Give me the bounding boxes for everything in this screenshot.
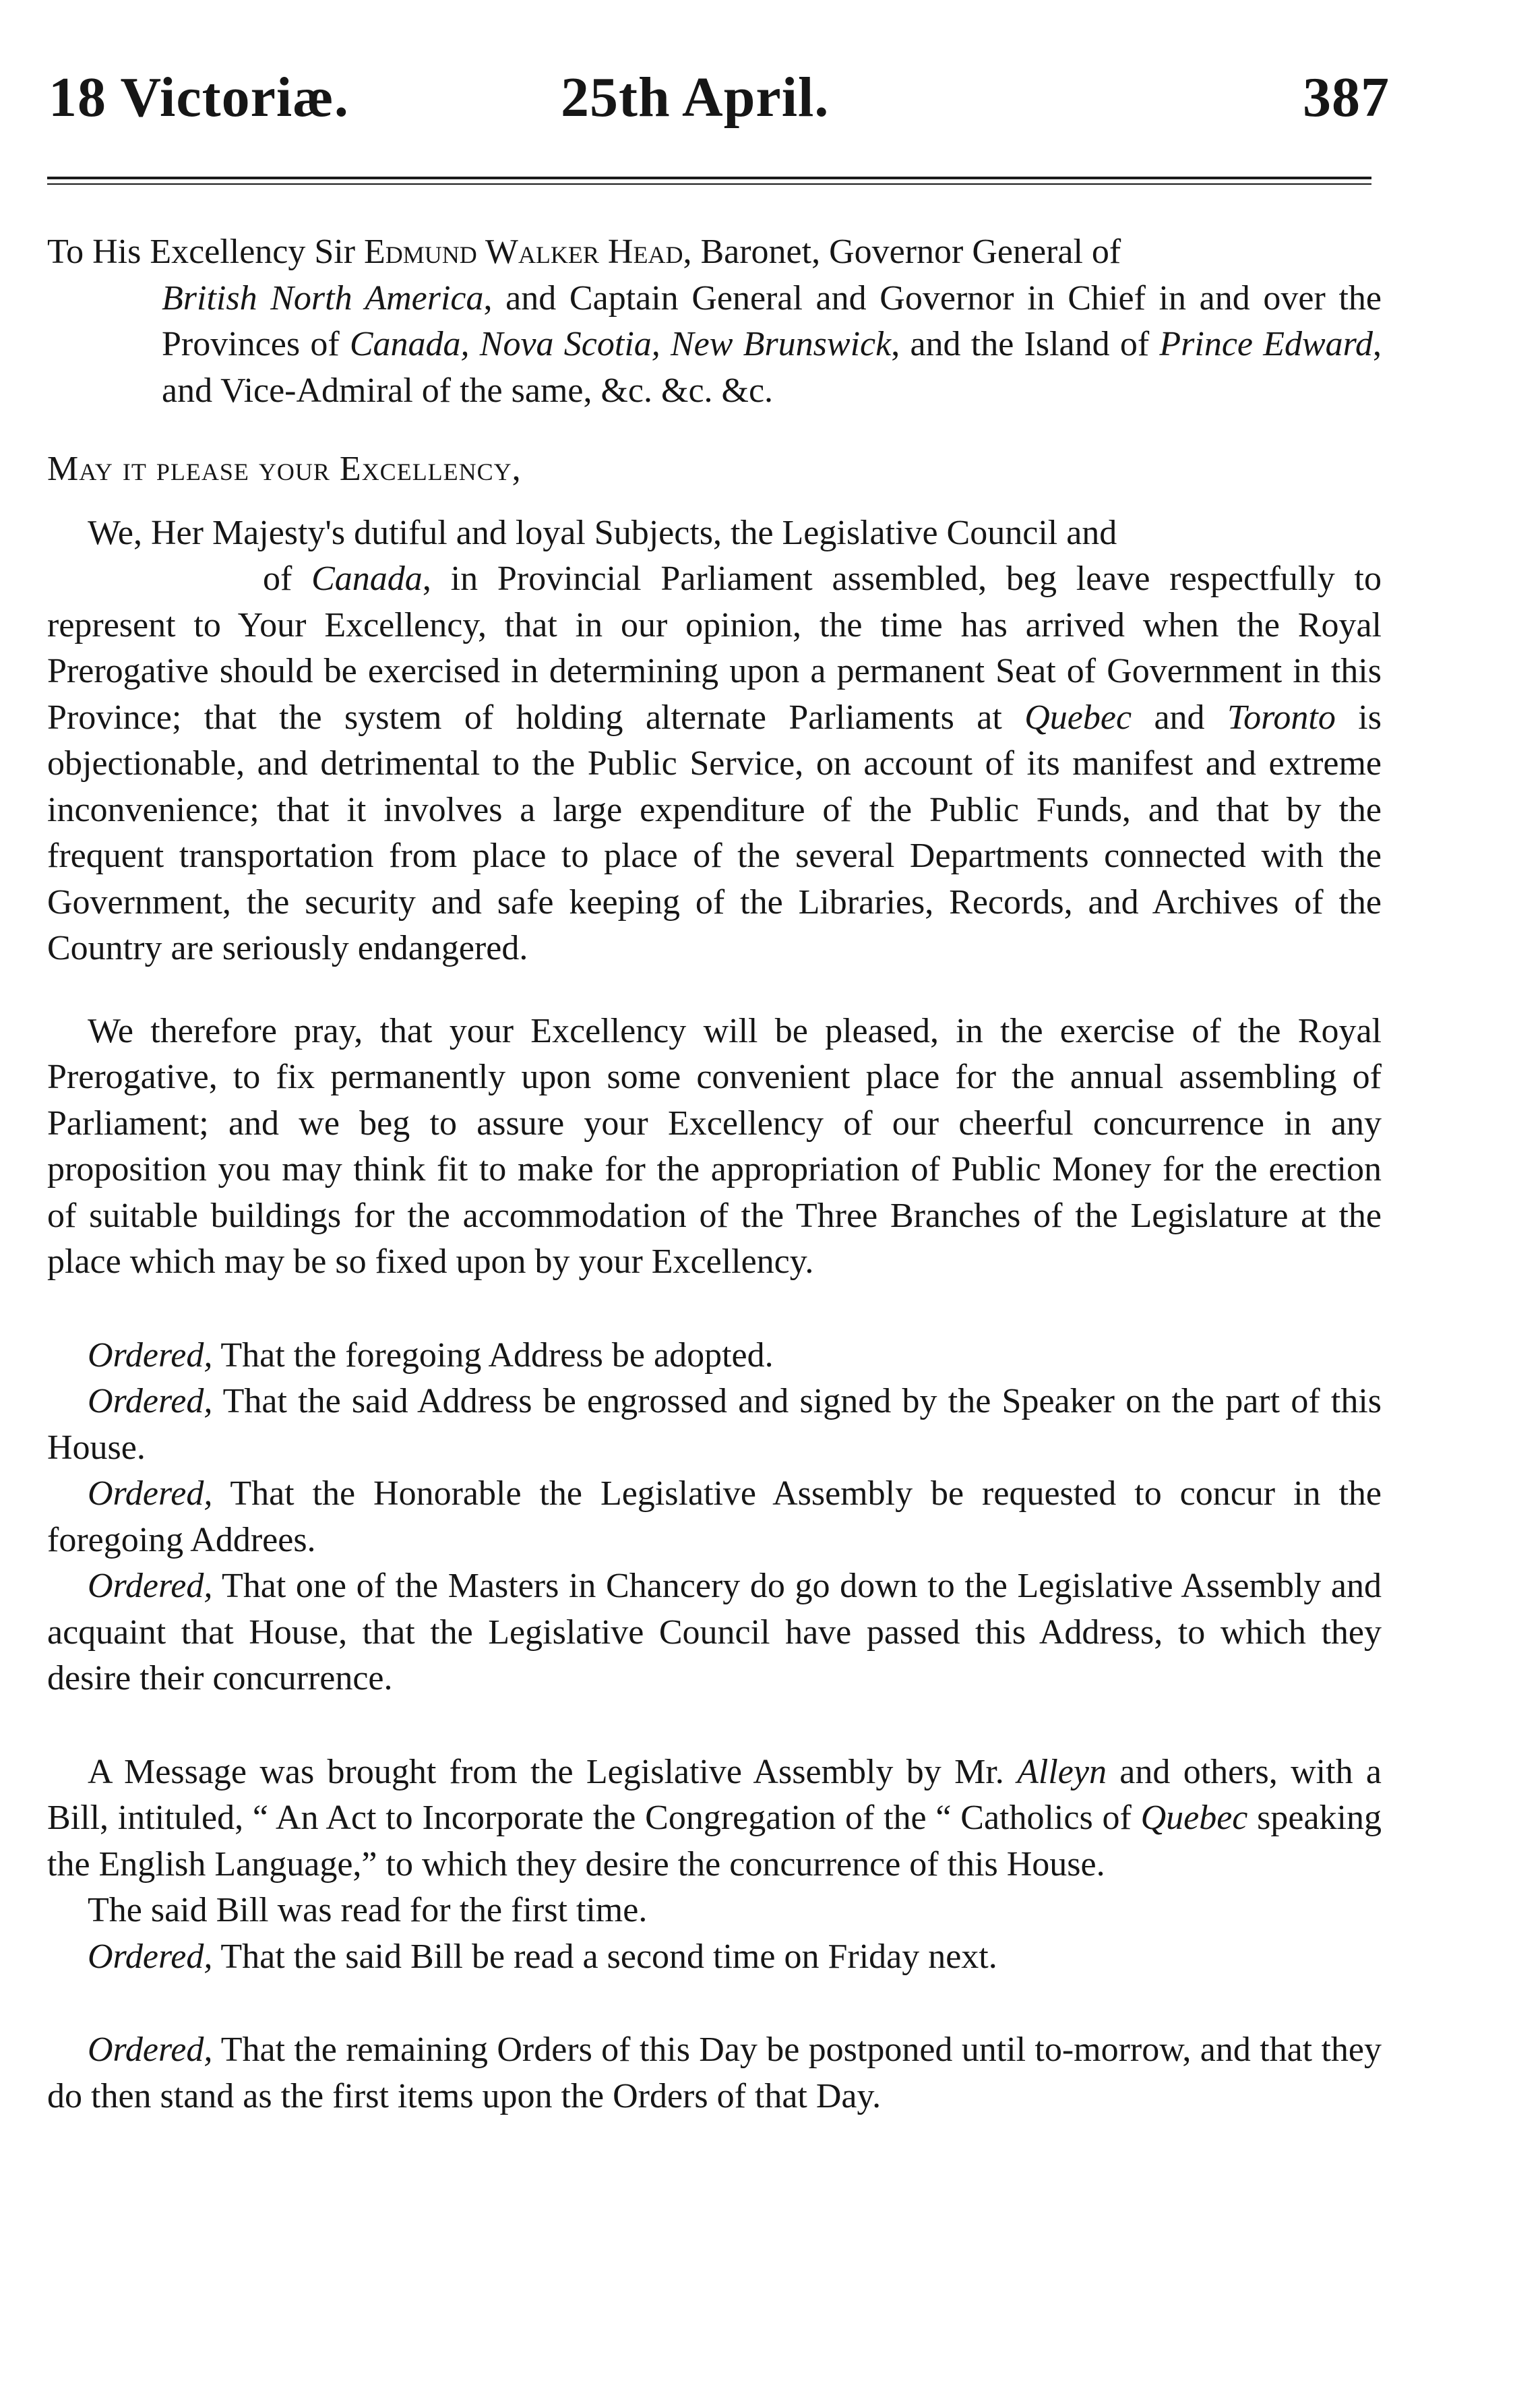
order-adopted: Ordered, That the foregoing Address be adopted. xyxy=(88,1335,774,1375)
document-body xyxy=(47,229,1382,2119)
header-date: 25th April. xyxy=(561,66,830,129)
order-concur: Ordered, That the Honorable the Legislative Assembly be requested to concur in the foregoing Addrees. xyxy=(47,1474,1382,1559)
header-rule-thin xyxy=(47,183,1371,185)
petition-paragraph-1: We, Her Majesty's dutiful and loyal Subjects, the Legislative Council and of Canada, in Provincial Parliament assembled, beg leave respectfully to represent to Your Excellency, that in our opinion, the time has arrived when the Royal Prerogative should be exercised in determining upon a permanent Seat of Government in this Province; that the system of holding alternate Parliaments at Quebec and Toronto is objectionable, and detrimental to the Public Service, on account of its manifest and extreme inconvenience; that it involves a large expenditure of the Public Funds, and that by the frequent transportation from place to place of the several Departments connected with the Government, the security and safe keeping of the Libraries, Records, and Archives of the Country are seriously endangered. xyxy=(47,513,1382,967)
petition-paragraph-2: We therefore pray, that your Excellency will be pleased, in the exercise of the Royal Prerogative, to fix permanently upon some convenient place for the annual assembling of Parliament; and we beg to assure your Excellency of our cheerful concurrence in any proposition you may think fit to make for the appropriation of Public Money for the erection of suitable buildings for the accommodation of the Three Branches of the Legislature at the place which may be so fixed upon by your Excellency. xyxy=(47,1011,1382,1281)
order-masters-in-chancery: Ordered, That one of the Masters in Chancery do go down to the Legislative Assembly and acquaint that House, that the Legislative Council have passed this Address, to which they desire their concurrence. xyxy=(47,1567,1382,1697)
order-postpone: Ordered, That the remaining Orders of this Day be postponed until to-morrow, and that they do then stand as the first items upon the Orders of that Day. xyxy=(47,2030,1382,2115)
header-regnal-year: 18 Victoriæ. xyxy=(49,66,349,129)
salutation: May it please your Excellency, xyxy=(47,450,522,488)
header-rule-thick xyxy=(47,177,1371,179)
bill-first-reading: The said Bill was read for the first time. xyxy=(88,1891,648,1929)
governor-name: Edmund Walker Head xyxy=(364,233,683,271)
page-header xyxy=(42,65,1390,139)
order-second-reading: Ordered, That the said Bill be read a second time on Friday next. xyxy=(88,1937,997,1976)
address-heading: To His Excellency Sir Edmund Walker Head, Baronet, Governor General of British North America, and Captain General and Governor in Chief in and over the Provinces of Canada, Nova Scotia, New Brunswick, and the Island of Prince Edward, and Vice-Admiral of the same, &c. &c. &c. xyxy=(47,233,1382,410)
message-paragraph: A Message was brought from the Legislative Assembly by Mr. Alleyn and others, with a Bill, intituled, “ An Act to Incorporate the Congregation of the “ Catholics of Quebec speaking the English Language,” to which they desire the concurrence of this House. xyxy=(47,1752,1382,1884)
page-number: 387 xyxy=(1303,66,1390,129)
order-engrossed: Ordered, That the said Address be engrossed and signed by the Speaker on the part of this House. xyxy=(47,1382,1382,1467)
